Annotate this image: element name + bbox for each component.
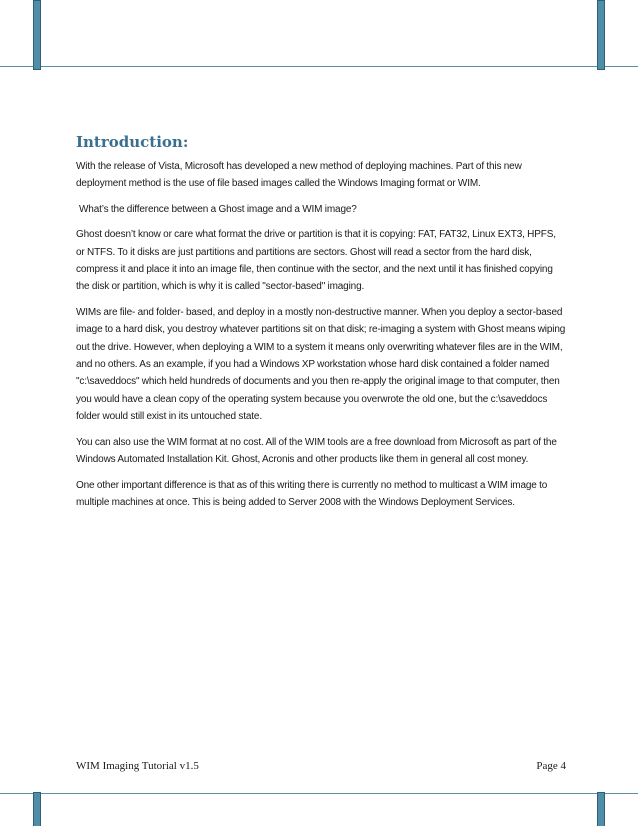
page-number: Page 4 (536, 760, 566, 772)
paragraph-multicast: One other important difference is that as of this writing there is currently no method to multicast a WIM image to multiple machines at once. This is being added to Server 2008 with the Windows Deployment Services. (76, 479, 548, 508)
paragraph-intro: With the release of Vista, Microsoft has developed a new method of deploying machines. Part of this new deployment method is the use of file based images called the Windows Imaging format or WIM. (76, 161, 522, 190)
border-tab-top-right (597, 0, 605, 70)
paragraph-cost: You can also use the WIM format at no cost. All of the WIM tools are a free download from Microsoft as part of the Windows Automated Installation Kit. Ghost, Acronis and other products like them in general all cost money. (76, 436, 557, 466)
border-tab-bottom-left (33, 792, 41, 826)
paragraph-wim: WIMs are file- and folder- based, and deploy in a mostly non-destructive manner. When you deploy a sector-based image to a hard disk, you destroy whatever partitions sit on that disk; re-imaging a system with Ghost means wiping out the drive. However, when deploying a WIM to a system it means only overwriting whatever files are in the WIM, and no others. As an example, if you had a Windows XP workstation whose hard disk contained a folder named "c:\saveddocs" which held hundreds of documents and you then re-apply the original image to that computer, then you would have a clean copy of the operating system because you overwrote the old one, but the c:\saveddocs folder would still exist in its untouched state. (76, 306, 566, 423)
border-tab-top-left (33, 0, 41, 70)
paragraph-question: What’s the difference between a Ghost image and a WIM image? (79, 203, 357, 215)
footer-rule (0, 793, 638, 794)
border-tab-bottom-right (597, 792, 605, 826)
section-heading: Introduction: (76, 133, 189, 151)
paragraph-ghost: Ghost doesn’t know or care what format the drive or partition is that it is copying: FAT, FAT32, Linux EXT3, HPFS, or NTFS. To it disks are just partitions and partitions are sectors. Ghost will read a sector from the hard disk, compress it and place it into an image file, then continue with the sector, and the next until it has finished copying the disk or partition, which is why it is called "sector-based" imaging. (76, 229, 556, 293)
footer-title: WIM Imaging Tutorial v1.5 (76, 760, 199, 772)
header-rule (0, 66, 638, 67)
document-body (76, 132, 566, 519)
